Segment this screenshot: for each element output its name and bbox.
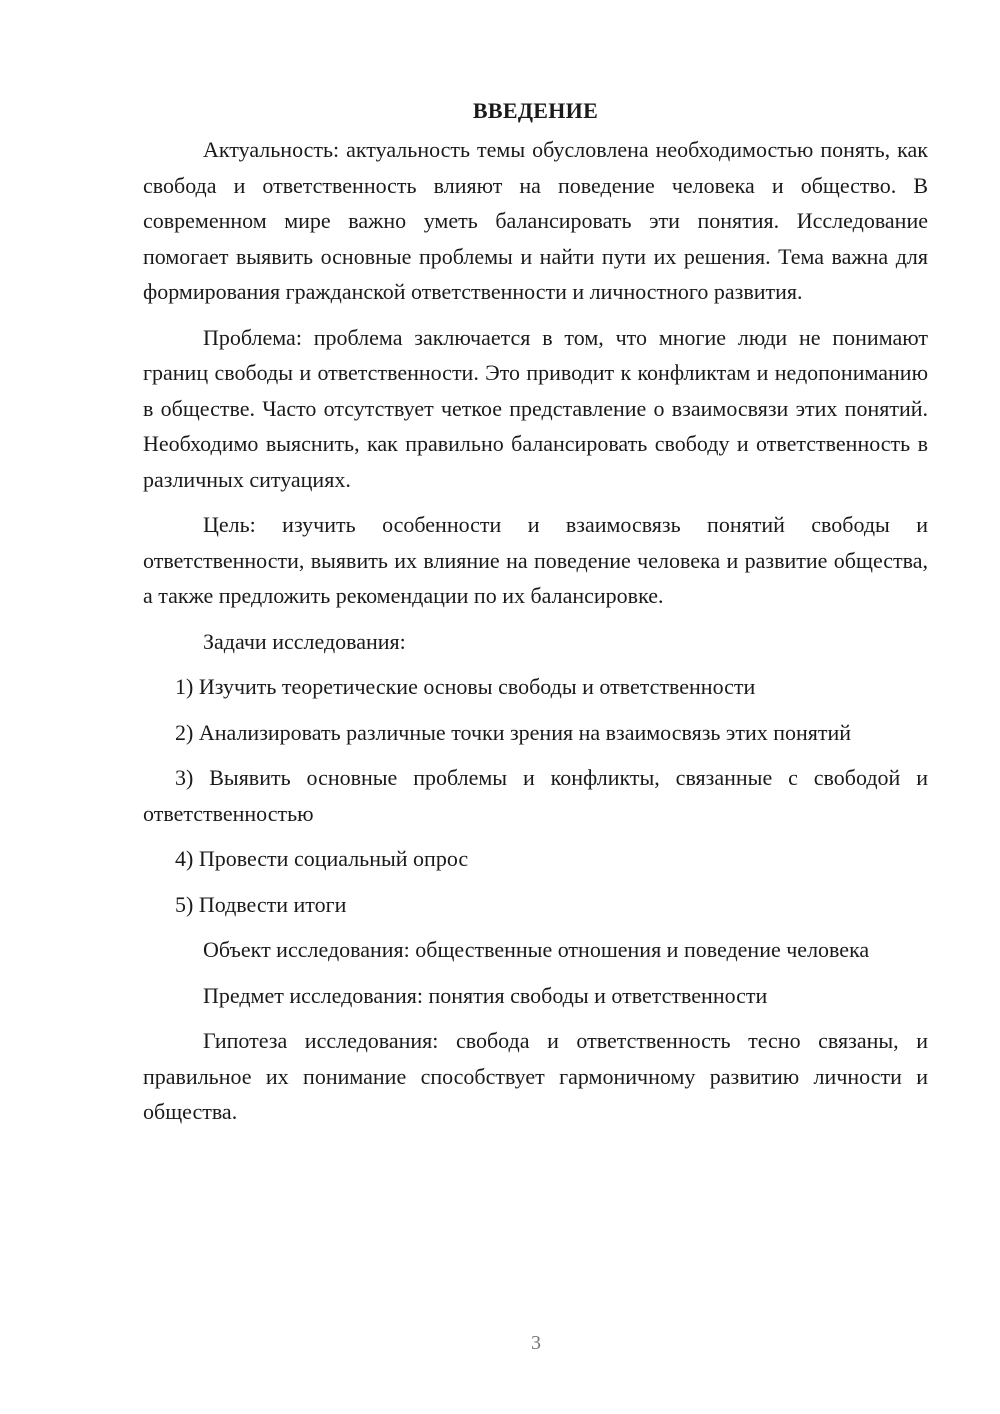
task-item-1: 1) Изучить теоретические основы свободы и ответственности (175, 674, 756, 699)
task-item-3: 3) Выявить основные проблемы и конфликты, связанные с свободой и ответственностью (143, 765, 928, 826)
relevance-paragraph: Актуальность: актуальность темы обусловлена необходимостью понять, как свобода и ответственность влияют на поведение человека и общество. В современном мире важно уметь балансировать эти понятия. Исследование помогает выявить основные проблемы и найти пути их решения. Тема важна для формирования гражданской ответственности и личностного развития. (143, 137, 928, 304)
hypothesis-paragraph: Гипотеза исследования: свобода и ответственность тесно связаны, и правильное их понимание способствует гармоничному развитию личности и общества. (143, 1028, 928, 1124)
problem-paragraph: Проблема: проблема заключается в том, что многие люди не понимают границ свободы и ответственности. Это приводит к конфликтам и недопониманию в обществе. Часто отсутствует четкое представление о взаимосвязи этих понятий. Необходимо выяснить, как правильно балансировать свободу и ответственность в различных ситуациях. (143, 324, 928, 492)
task-item-4: 4) Провести социальный опрос (175, 846, 469, 871)
goal-paragraph: Цель: изучить особенности и взаимосвязь понятий свободы и ответственности, выявить их влияние на поведение человека и развитие общества, а также предложить рекомендации по их балансировке. (143, 512, 928, 608)
page-number: 3 (531, 1332, 541, 1354)
document-page (143, 90, 928, 1140)
tasks-heading: Задачи исследования: (203, 628, 406, 654)
section-title: ВВЕДЕНИЕ (472, 98, 599, 123)
task-item-5: 5) Подвести итоги (175, 891, 347, 917)
object-paragraph: Объект исследования: общественные отношения и поведение человека (203, 937, 870, 962)
task-item-2: 2) Анализировать различные точки зрения на взаимосвязь этих понятий (175, 719, 852, 745)
subject-paragraph: Предмет исследования: понятия свободы и ответственности (203, 982, 768, 1008)
